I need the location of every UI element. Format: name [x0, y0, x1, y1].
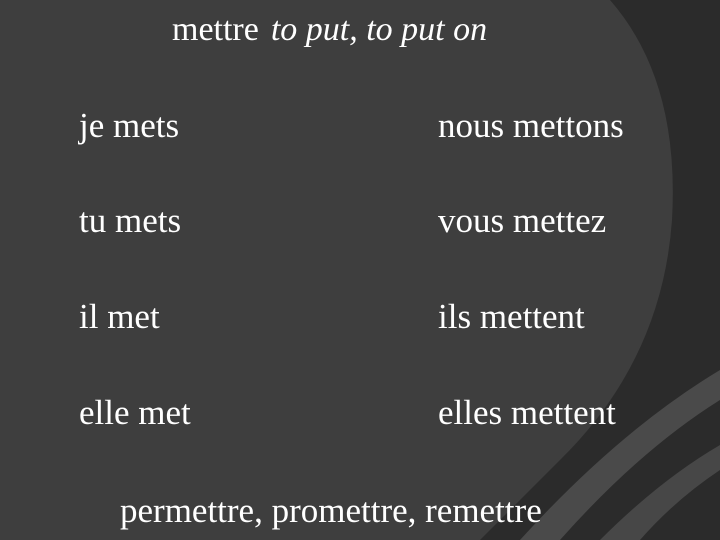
related-verbs: permettre, promettre, remettre [120, 491, 542, 530]
conjugation-je: je mets [79, 106, 180, 145]
conjugation-il: il met [79, 297, 160, 336]
conjugation-elles: elles mettent [438, 393, 616, 432]
conjugation-tu: tu mets [79, 201, 182, 240]
conjugation-elle: elle met [79, 393, 191, 432]
conjugation-nous: nous mettons [438, 106, 624, 145]
verb-meaning: to put, to put on [270, 11, 488, 48]
verb-infinitive: mettre [172, 11, 259, 48]
conjugation-ils: ils mettent [438, 297, 585, 336]
slide-title [172, 10, 487, 50]
conjugation-vous: vous mettez [438, 201, 607, 240]
